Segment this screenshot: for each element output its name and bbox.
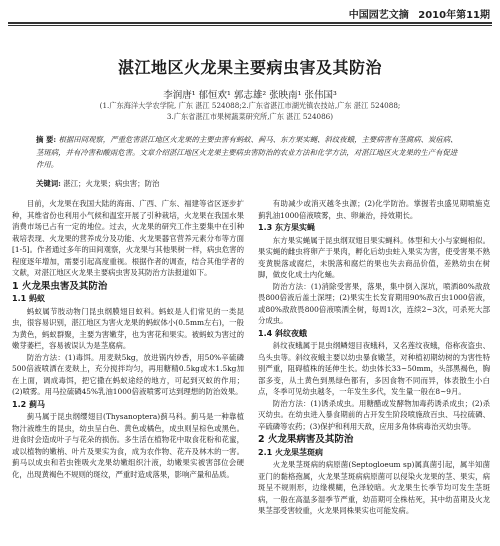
section-heading: 2.1 火龙果茎斑病 [258,447,323,457]
section-heading: 1.1 蚂蚁 [12,294,45,303]
body-paragraph: 火龙果茎斑病的病原菌(Septogloeum sp)属真菌引起，属半知菌亚门的黏格孢属，火龙果茎斑病病原菌可以侵染火龙果的茎、果实，病斑呈不规则形，边缘模糊，色泽较暗。火龙果生长季节均可发生茎斑病，一般在高温多湿季节严重，幼苗期可全株枯死，其中幼苗期及火龙果茎部受害较重，火龙果同株果实也可能发病。 [258,460,490,515]
body-column-left [12,198,244,480]
body-paragraph: 东方果实蝇属于昆虫纲双翅目果实蝇科。体型和大小与家蝇相似。果实蝇的雌虫将卵产于果肉，孵化后幼虫蛀入果实为害，使受害果不熟变黄脱落或腐烂，未脱落和腐烂的果也失去商品价值，差熟幼虫在树脚，做皮化成土内化蛹。 [258,235,490,279]
affiliation-line-2: 3.广东省湛江市果树蔬菜研究所,广东 湛江 524086) [166,112,334,121]
body-paragraph: 蓟马属于昆虫纲缨翅目(Thysanoptera)蓟马科。蓟马是一种靠植物汁液维生的昆虫，幼虫呈白色、黄色或橘色，成虫则呈棕色或黑色。进食时会造成叶子与花朵的损伤。多生活在植物花中取食花粉和花蜜，或以植物的嫩梢、叶片及果实为食，成为农作物、花卉及林木的一害。蓟马以成虫和若虫锉吸火龙果幼嫩组织汁液，幼嫩果实被害部位会硬化，出现黄褐色不规则的斑纹，严重时造成落果，影响产量和品质。 [12,412,244,479]
paper-title: 湛江地区火龙果主要病虫害及其防治 [117,58,382,77]
author-list: 李润唐¹ 郁恒欢¹ 郭志雄² 张映南¹ 张伟国³ [163,90,337,101]
body-paragraph: 防治方法：(1)毒饵。用麦麸5kg，放进锅内炒香，用50%辛硫磷500倍液喷洒在麦麸上，充分搅拌均匀，再用糖精0.5kg或木1.5kg加在上面，调成毒饵，把它撒在蚂蚁途经的地方，可起到灭蚁的作用；(2)喷雾。用马拉硫磷45%乳油1000倍液喷雾可达到理想的防治效果。 [12,352,244,396]
journal-issue: 2010年第11期 [418,10,490,21]
keywords-label: 关键词: [36,179,61,188]
body-paragraph: 斜纹夜蛾属于昆虫纲鳞翅目夜蛾科，又名莲纹夜蛾，俗称夜盗虫、乌头虫等。斜纹夜蛾主要以幼虫暴食嫩茎，对种植初期幼树的为害性特别严重，阻碍植株的延伸生长。幼虫体长33~50mm，头部黑褐色，胸部多变，从土黄色到黑绿色都有，多因食物不同而异，体表散生小白点，冬季可见幼虫越冬，一年发生多代，发生量一般在8~9月。 [258,341,490,396]
affiliation-line-1: (1.广东海洋大学农学院, 广东 湛江 524088;2.广东省湛江市湖光镇农技站,广东 湛江 524088; [99,101,401,110]
body-paragraph: 目前，火龙果在我国大陆的海南、广西、广东、福建等省区逐步扩种，其维省份也利用小气候和温室开展了引种栽培，火龙果在我国水果消费市场已占有一定的地位。过去，火龙果的研究工作主要集中在引种栽培表现、火龙果的营养成分及功能、火龙果器官营养元素分布等方面[1-5]。作者通过多年的田间观察，火龙果与其他果树一样，病虫危害的程度逐年增加，需要引起高度重视。根据作者的调查，结合其他学者的文献，对湛江地区火龙果主要病虫害及其防治方法报道如下。 [12,199,244,277]
body-paragraph: 有助减少或消灭越冬虫源；(2)化学防治。掌握若虫盛见期喷施克蓟乳油1000倍液喷雾，虫、卵兼治，持效期长。 [258,199,490,220]
section-heading: 1 火龙果虫害及其防治 [12,280,108,292]
abstract-label: 摘 要: [36,135,57,144]
journal-name: 中国园艺文摘 [348,10,409,21]
keywords [36,178,159,189]
section-heading: 1.3 东方果实蝇 [258,223,315,232]
section-heading: 2 火龙果病害及其防治 [258,434,354,445]
keywords-text: 湛江；火龙果；病虫害；防治 [63,179,160,188]
abstract-text: 根据田间观察，严重危害湛江地区火龙果的主要虫害有蚂蚁、蓟马、东方果实蝇、斜纹夜蛾，主要病害有茎腐病、炭疽病、茎斑病，并有冷害和酸雨危害。文章介绍湛江地区火龙果主要病虫害防治的农业方法和化学方法，对湛江地区火龙果的生产有促进作用。 [36,135,458,169]
body-column-right [258,198,490,517]
body-paragraph: 蚂蚁属节肢动物门昆虫纲膜翅目蚁科。蚂蚁是人们常见的一类昆虫，很容易识别，湛江地区为害火龙果的蚂蚁体小(0.5mm左右)，一般为黄色，蚂蚁群聚，主要为害嫩芽，也为害花和果实。被蚂蚁为害过的嫩芽萎栏，容易被误认为是茎腐病。 [12,306,244,350]
body-paragraph: 防治方法：(1)诱杀成虫。用糖醋或发酵物加毒药诱杀成虫；(2)杀灭幼虫。在幼虫进入暴食期前的占开发生阶段喷施敌百虫、马拉硫磷、辛硫磷等农药；(3)保护和利用天敌，应用多角体病毒治灭幼虫等。 [258,398,490,431]
body-paragraph: 防治方法：(1)消除受害果，落果，集中倒入深坑，喷洒80%敌敌畏800倍液后盖土深埋；(2)果实生长发育期用90%敌百虫1000倍液，或80%敌敌畏800倍液喷洒全树，每周1次，连续2~3次，可杀死大部分成虫。 [258,281,490,325]
journal-header [349,6,490,21]
section-heading: 1.4 斜纹夜蛾 [258,328,307,338]
abstract [36,134,464,172]
header-rule-thick [8,22,492,24]
header-rule-thin [8,25,492,26]
section-heading: 1.2 蓟马 [12,399,45,409]
